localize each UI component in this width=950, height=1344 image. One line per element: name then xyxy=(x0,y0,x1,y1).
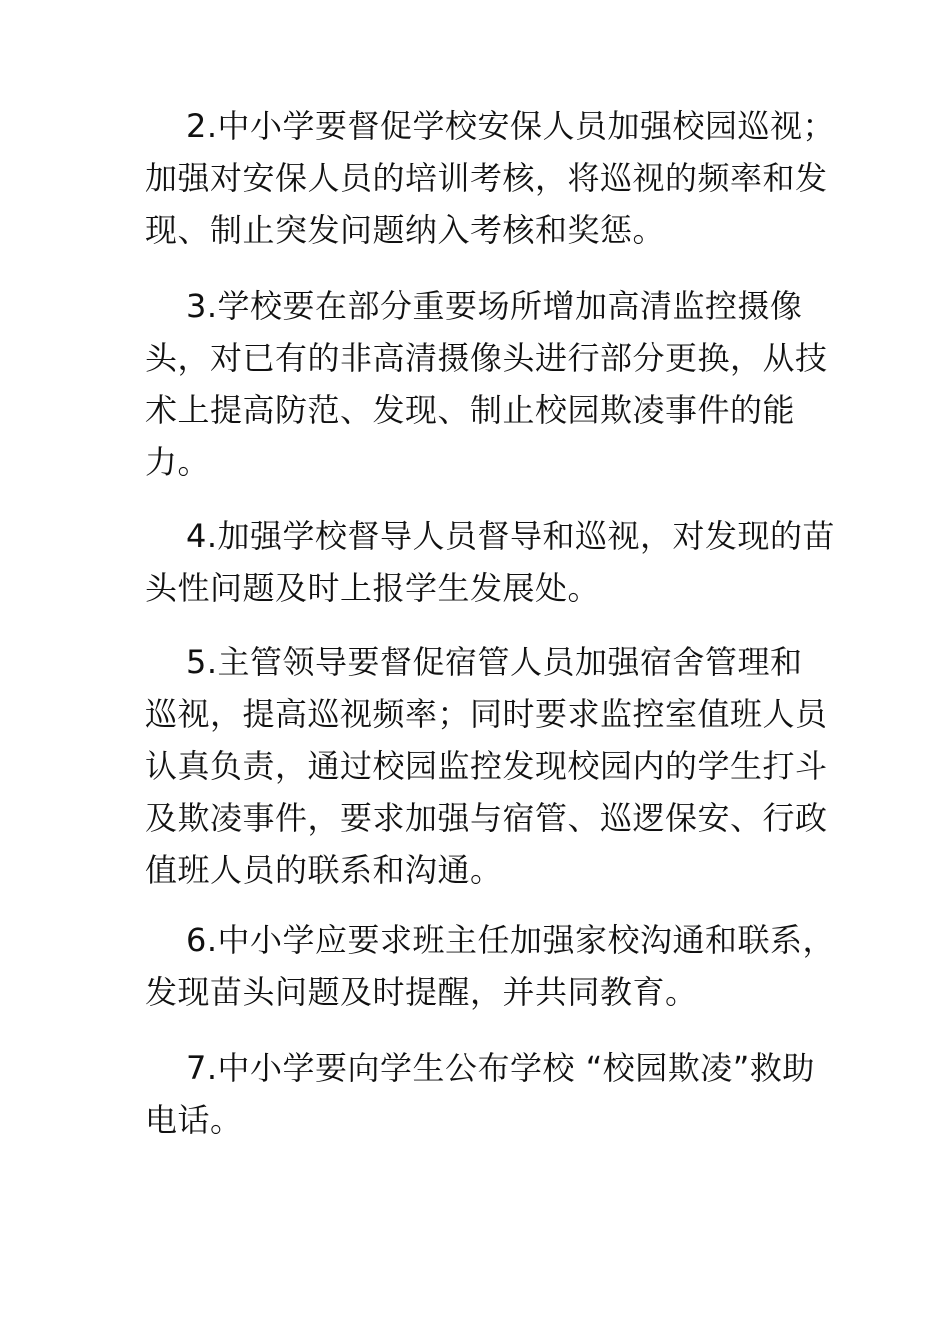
paragraph-line: 发现苗头问题及时提醒，并共同教育。 xyxy=(145,973,698,1011)
paragraph-line: 头，对已有的非高清摄像头进行部分更换，从技 xyxy=(145,339,828,377)
paragraph-line: 力。 xyxy=(145,443,211,481)
paragraph-line: 头性问题及时上报学生发展处。 xyxy=(145,569,601,607)
paragraph-line: 3.学校要在部分重要场所增加高清监控摄像 xyxy=(186,287,803,325)
paragraph-line: 巡视，提高巡视频率；同时要求监控室值班人员 xyxy=(145,695,828,733)
paragraph-line: 及欺凌事件，要求加强与宿管、巡逻保安、行政 xyxy=(145,799,828,837)
paragraph-line: 认真负责，通过校园监控发现校园内的学生打斗 xyxy=(145,747,828,785)
paragraph-line: 6.中小学应要求班主任加强家校沟通和联系， xyxy=(186,921,836,959)
paragraph-line: 2.中小学要督促学校安保人员加强校园巡视； xyxy=(186,107,836,145)
paragraph-line: 值班人员的联系和沟通。 xyxy=(145,851,503,889)
paragraph-line: 术上提高防范、发现、制止校园欺凌事件的能 xyxy=(145,391,796,429)
paragraph-line: 现、制止突发问题纳入考核和奖惩。 xyxy=(145,211,666,249)
paragraph-line: 加强对安保人员的培训考核，将巡视的频率和发 xyxy=(145,159,828,197)
paragraph-line: 4.加强学校督导人员督导和巡视，对发现的苗 xyxy=(186,517,836,555)
paragraph-line: 7.中小学要向学生公布学校 “校园欺凌”救助 xyxy=(186,1049,815,1087)
paragraph-line: 电话。 xyxy=(145,1101,243,1139)
paragraph-line: 5.主管领导要督促宿管人员加强宿舍管理和 xyxy=(186,643,803,681)
